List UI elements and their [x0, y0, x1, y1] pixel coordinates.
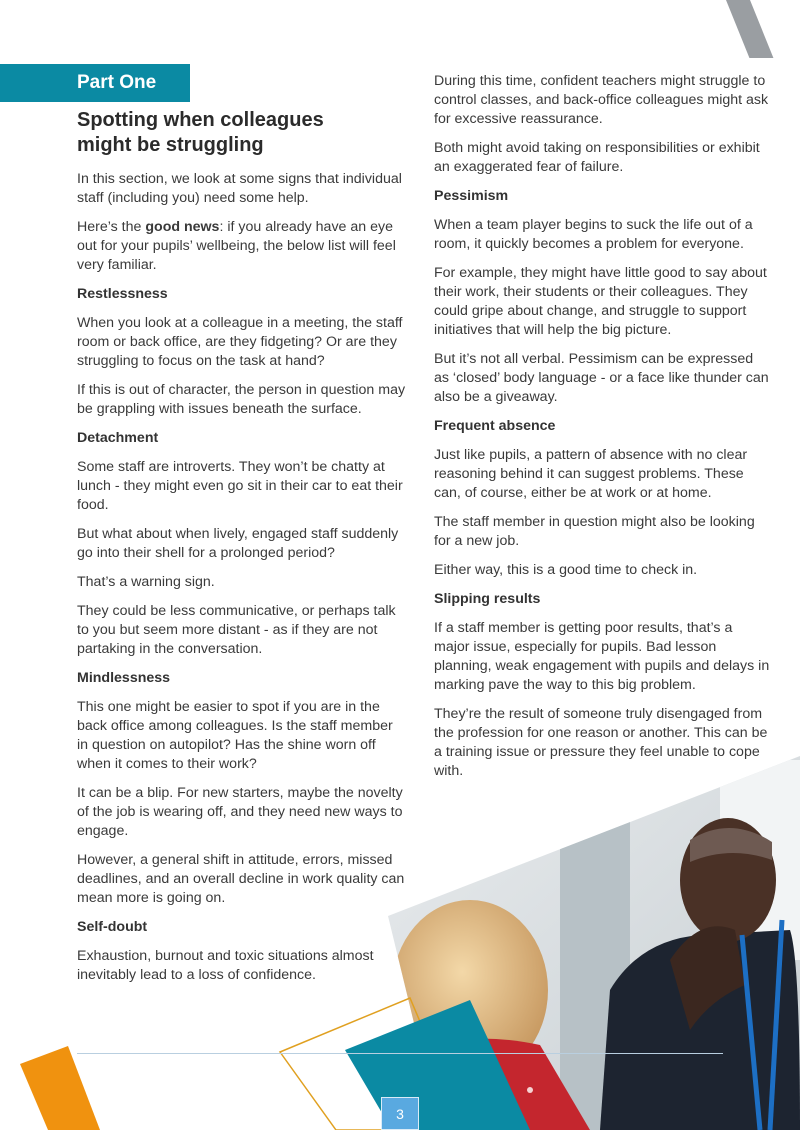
paragraph: But what about when lively, engaged staff suddenly go into their shell for a prolonged period? [77, 526, 399, 561]
good-news-paragraph: Here’s the good news: if you already have an eye out for your pupils’ wellbeing, the below list will feel very familiar. [77, 219, 396, 273]
section-title: Spotting when colleagues might be struggling [77, 109, 324, 156]
paragraph: During this time, confident teachers might struggle to control classes, and back-office colleagues might ask for excessive reassurance. [434, 73, 769, 127]
heading-self-doubt: Self-doubt [77, 919, 148, 935]
heading-mindlessness: Mindlessness [77, 670, 171, 686]
paragraph: For example, they might have little good to say about their work, their students or their colleagues. They could gripe about change, and struggle to support initiatives that will help the big picture. [434, 265, 767, 338]
footer-divider [77, 1053, 723, 1054]
paragraph: Just like pupils, a pattern of absence with no clear reasoning behind it can suggest problems. These can, of course, either be at work or at home. [434, 447, 748, 501]
paragraph: If a staff member is getting poor results, that’s a major issue, especially for pupils. Bad lesson planning, weak engagement with pupils and delays in marking pave the way to this big problem. [434, 620, 770, 693]
heading-frequent-absence: Frequent absence [434, 418, 556, 434]
paragraph: It can be a blip. For new starters, maybe the novelty of the job is wearing off, and they need new ways to engage. [77, 785, 403, 839]
heading-restlessness: Restlessness [77, 286, 168, 302]
paragraph: The staff member in question might also be looking for a new job. [434, 514, 755, 549]
paragraph: When a team player begins to suck the life out of a room, it quickly becomes a problem for everyone. [434, 217, 753, 252]
paragraph: When you look at a colleague in a meeting, the staff room or back office, are they fidgeting? Or are they struggling to focus on the task at hand? [77, 315, 403, 369]
right-column [434, 72, 770, 791]
paragraph: However, a general shift in attitude, errors, missed deadlines, and an overall decline in work quality can mean more is going on. [77, 852, 405, 906]
paragraph: They’re the result of someone truly disengaged from the profession for one reason or another. This can be a training issue or pressure they feel unable to cope with. [434, 706, 768, 779]
intro-paragraph: In this section, we look at some signs that individual staff (including you) need some help. [77, 171, 402, 206]
paragraph: But it’s not all verbal. Pessimism can be expressed as ‘closed’ body language - or a face like thunder can also be a giveaway. [434, 351, 769, 405]
paragraph: Either way, this is a good time to check in. [434, 562, 698, 578]
decorative-orange-stripe [20, 1046, 100, 1130]
heading-slipping-results: Slipping results [434, 591, 541, 607]
paragraph: They could be less communicative, or perhaps talk to you but seem more distant - as if they are not partaking in the conversation. [77, 603, 396, 657]
part-label: Part One [0, 64, 190, 102]
page-number: 3 [381, 1097, 419, 1130]
paragraph: Some staff are introverts. They won’t be chatty at lunch - they might even go sit in their car to eat their food. [77, 459, 403, 513]
paragraph: Exhaustion, burnout and toxic situations almost inevitably lead to a loss of confidence. [77, 948, 374, 983]
paragraph: Both might avoid taking on responsibilities or exhibit an exaggerated fear of failure. [434, 140, 760, 175]
paragraph: If this is out of character, the person in question may be grappling with issues beneath the surface. [77, 382, 406, 417]
paragraph: That’s a warning sign. [77, 574, 215, 590]
heading-pessimism: Pessimism [434, 188, 509, 204]
left-column [77, 108, 407, 995]
heading-detachment: Detachment [77, 430, 159, 446]
paragraph: This one might be easier to spot if you are in the back office among colleagues. Is the staff member in question on autopilot? Has the shine worn off when it comes to their work? [77, 699, 393, 772]
